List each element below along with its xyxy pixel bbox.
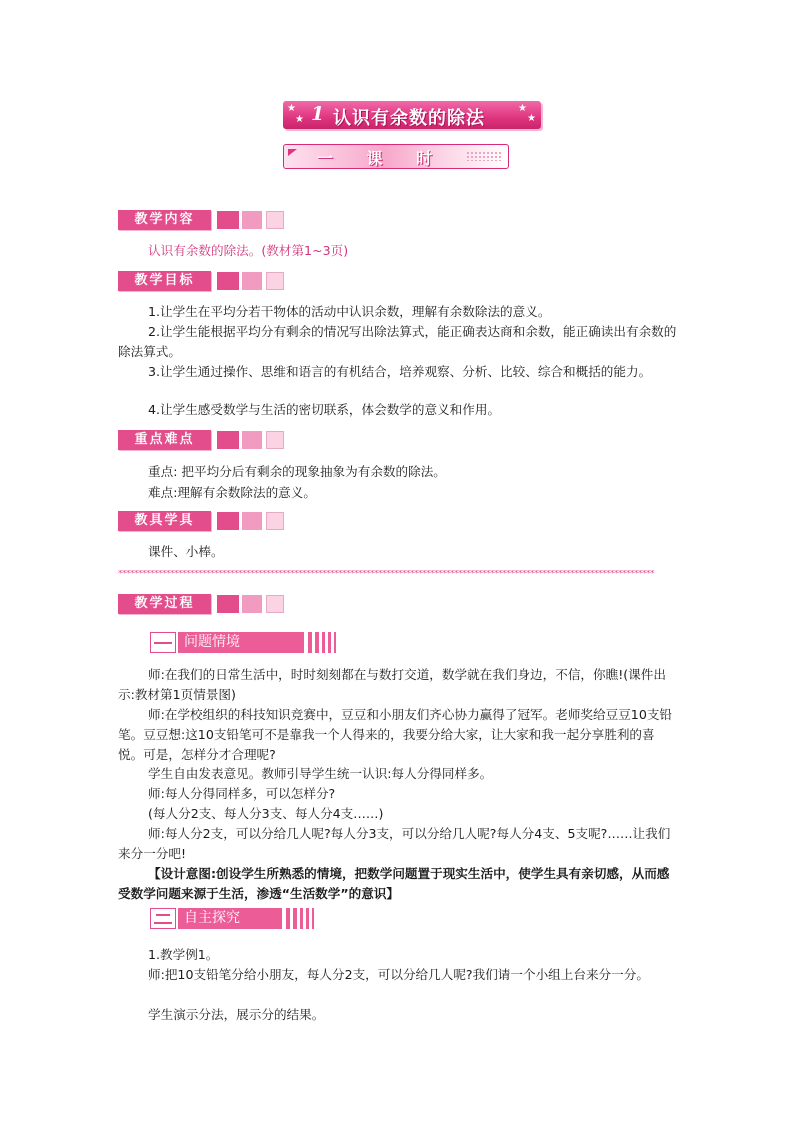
period-label: 一 课 时 [316,149,447,168]
goal-item: 4.让学生感受数学与生活的密切联系，体会数学的意义和作用。 [148,402,501,417]
period-banner [283,144,509,169]
numeral-box-one [150,632,176,653]
section-label: 教具学具 [118,511,211,531]
numeral-stroke [154,922,172,924]
decor-square [217,512,239,530]
section-label: 教学目标 [118,271,211,291]
paragraph: 师:把10支铅笔分给小朋友，每人分2支，可以分给几人呢?我们请一个小组上台来分一分。 [148,967,649,982]
decor-stripe [334,632,336,653]
decor-square [217,595,239,613]
subsection-header-situation [150,632,338,653]
decor-square [217,211,239,229]
decor-square [266,211,284,229]
paragraph: 师:每人分2支，可以分给几人呢?每人分3支，可以分给几人呢?每人分4支、5支呢?……让我们来分一分吧! [118,826,671,861]
decor-stripe [315,632,319,653]
decor-stripe [312,908,314,929]
lesson-title: 认识有余数的除法 [333,108,485,129]
star-icon: ★ [287,103,296,114]
design-intent-note: 【设计意图:创设学生所熟悉的情境，把数学问题置于现实生活中，使学生具有亲切感，从而感受数学问题来源于生活，渗透“生活数学”的意识】 [118,866,670,901]
decor-square [266,431,284,449]
decor-square [266,272,284,290]
decor-square [266,595,284,613]
numeral-stroke [154,642,172,644]
goal-item: 3.让学生通过操作、思维和语言的有机结合，培养观察、分析、比较、综合和概括的能力。 [148,364,652,379]
decor-square [266,512,284,530]
dot-pattern [466,151,502,161]
decor-stripe [328,632,331,653]
paragraph: 学生演示分法，展示分的结果。 [148,1007,325,1022]
decor-stripe [308,632,312,653]
goal-item: 2.让学生能根据平均分有剩余的情况写出除法算式，能正确表达商和余数，能正确读出有余数的除法算式。 [118,324,677,359]
subsection-header-exploration [150,908,338,929]
decor-square [242,272,262,290]
tools-text: 课件、小棒。 [148,544,224,559]
star-icon: ★ [518,103,527,114]
star-icon: ★ [527,113,536,124]
decor-stripe [293,908,297,929]
lesson-number: 1 [311,103,325,125]
numeral-box-two [150,908,176,929]
difficulty-point: 难点:理解有余数除法的意义。 [148,485,316,500]
numeral-stroke [156,914,170,916]
star-divider: ************************************************************************************************************************************** [118,570,654,578]
key-point: 重点: 把平均分后有剩余的现象抽象为有余数的除法。 [148,464,446,479]
decor-square [242,211,262,229]
subsection-title: 自主探究 [178,908,282,929]
section-label: 教学内容 [118,210,211,230]
decor-stripe [286,908,290,929]
decor-square [242,512,262,530]
paragraph: 师:在学校组织的科技知识竞赛中，豆豆和小朋友们齐心协力赢得了冠军。老师奖给豆豆10支铅笔。豆豆想:这10支铅笔可不是靠我一个人得来的，我要分给大家，让大家和我一起分享胜利的喜悦。可是，怎样分才合理呢? [118,707,673,762]
decor-square [242,595,262,613]
section-label: 重点难点 [118,430,211,450]
subsection-title: 问题情境 [178,632,304,653]
paragraph: 师:在我们的日常生活中，时时刻刻都在与数打交道，数学就在我们身边，不信，你瞧!(课件出示:教材第1页情景图) [118,667,666,702]
decor-stripe [322,632,325,653]
section-label: 教学过程 [118,594,211,614]
content-text: 认识有余数的除法。(教材第1~3页) [148,243,349,258]
decor-square [242,431,262,449]
decor-stripe [300,908,303,929]
decor-stripe [306,908,309,929]
lesson-title-banner [283,101,541,129]
decor-square [217,431,239,449]
goal-item: 1.让学生在平均分若干物体的活动中认识余数，理解有余数除法的意义。 [148,304,551,319]
paragraph: 1.教学例1。 [148,947,219,962]
paragraph: (每人分2支、每人分3支、每人分4支……) [148,806,384,821]
paragraph: 师:每人分得同样多，可以怎样分? [148,786,336,801]
paragraph: 学生自由发表意见。教师引导学生统一认识:每人分得同样多。 [148,766,493,781]
decor-square [217,272,239,290]
star-icon: ★ [295,114,304,125]
